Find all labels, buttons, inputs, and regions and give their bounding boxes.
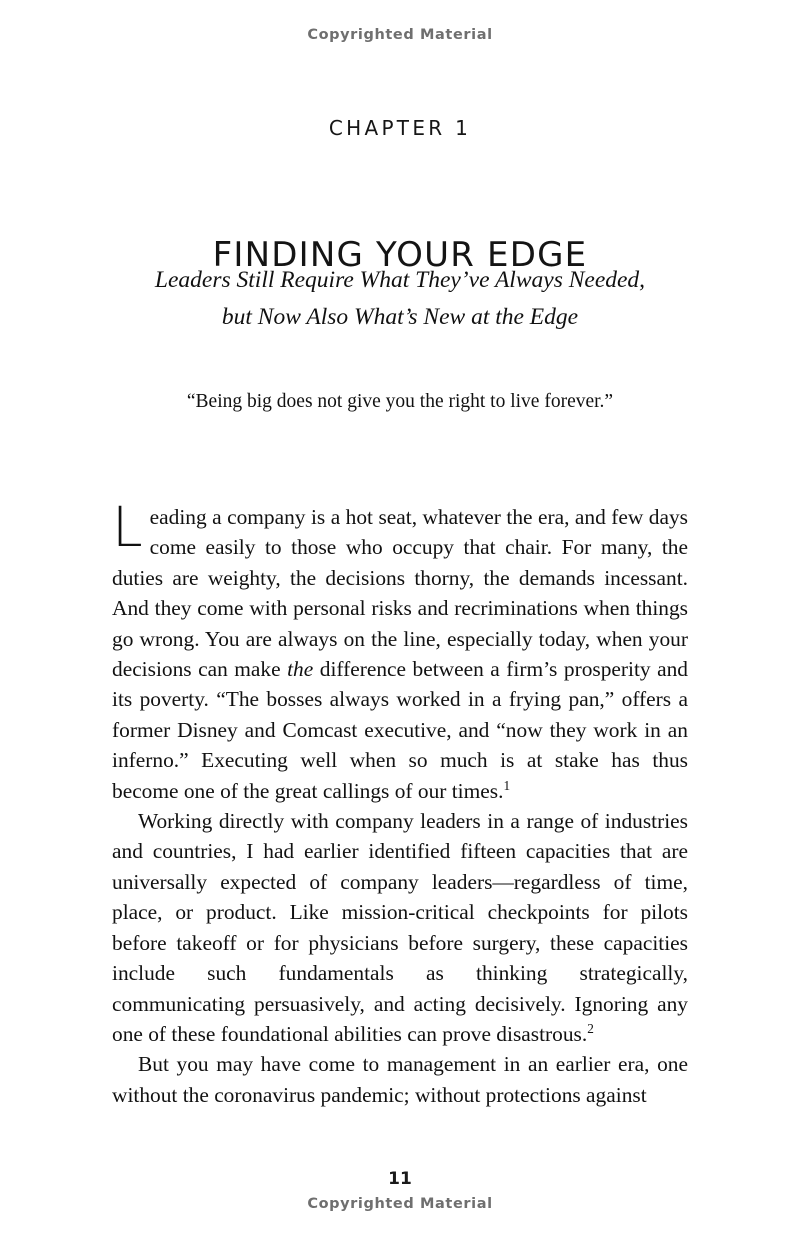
drop-cap: L xyxy=(112,495,143,559)
chapter-subtitle-line-1: Leaders Still Require What They’ve Always Needed, xyxy=(154,267,646,293)
body-paragraph-1 xyxy=(112,495,688,806)
footnote-marker-2: 2 xyxy=(587,1020,594,1036)
copyright-watermark-top: Copyrighted Material xyxy=(307,27,493,43)
chapter-label: CHAPTER 1 xyxy=(328,116,472,140)
paragraph-3-text: But you may have come to management in an earlier era, one without the coronavirus pandemic; without protections against xyxy=(112,1052,688,1107)
body-paragraph-2 xyxy=(112,806,688,1049)
chapter-subtitle-line-2: but Now Also What’s New at the Edge xyxy=(221,304,579,330)
paragraph-1-text-after-italic: difference between a firm’s prosperity and its poverty. “The bosses always worked in a frying pan,” offers a former Disney and Comcast executive, and “now they work in an inferno.” Executing well when so much is at stake has thus become one of the great callings of our times. xyxy=(112,657,688,803)
page-number: 11 xyxy=(388,1169,412,1189)
footnote-marker-1: 1 xyxy=(503,777,511,793)
page-title: FINDING YOUR EDGE xyxy=(212,234,588,275)
paragraph-1-text-before-italic: eading a company is a hot seat, whatever the era, and few days come easily to those who occupy that chair. For many, the duties are weighty, the decisions thorny, the demands incessant. And they come with personal risks and recriminations when things go wrong. You are always on the line, especially today, when your decisions can make xyxy=(112,505,688,682)
paragraph-2-text: Working directly with company leaders in a range of industries and countries, I had earlier identified fifteen capacities that are universally expected of company leaders—regardless of time, place, or product. Like mission-critical checkpoints for pilots before takeoff or for physicians before surgery, these capacities include such fundamentals as thinking strategically, communicating persuasively, and acting decisively. Ignoring any one of these foundational abilities can prove disastrous. xyxy=(112,809,688,1046)
paragraph-1-emphasis: the xyxy=(287,657,314,682)
body-text-column xyxy=(112,495,688,1110)
chapter-subtitle xyxy=(100,262,700,336)
epigraph-quote: “Being big does not give you the right to live forever.” xyxy=(186,391,614,412)
copyright-watermark-bottom: Copyrighted Material xyxy=(307,1196,493,1212)
body-paragraph-3 xyxy=(112,1049,688,1110)
